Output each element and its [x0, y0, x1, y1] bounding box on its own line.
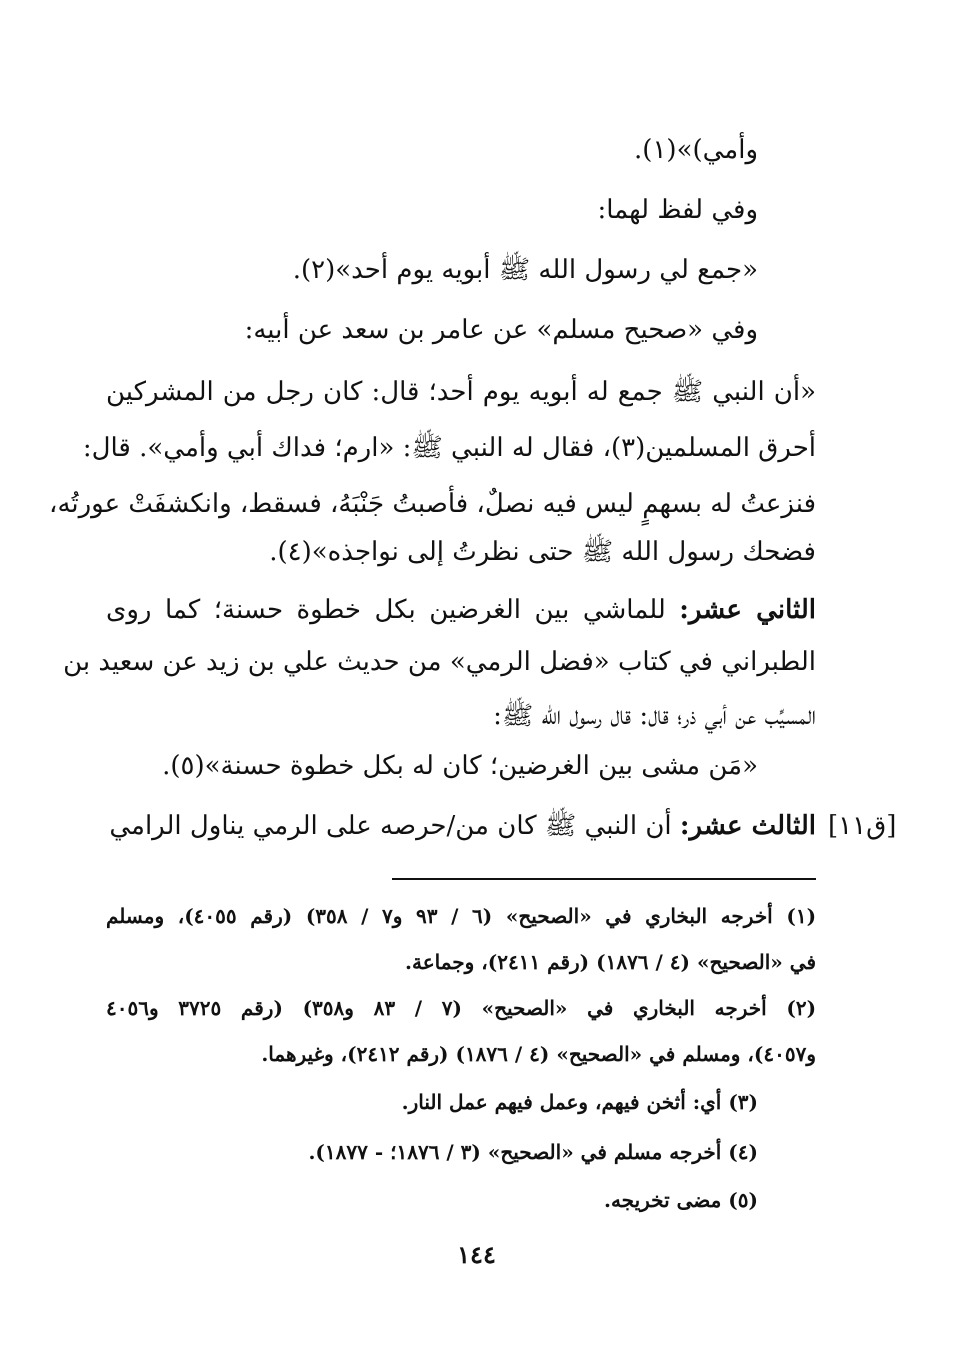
footnote-line-1: (١) أخرجه البخاري في «الصحيح» (٦ / ٩٣ و٧ / ٣٥٨) (رقم ٤٠٥٥)، ومسلم [106, 904, 817, 928]
text-line-9-body: للماشي بين الغرضين بكل خطوة حسنة؛ كما روى [106, 595, 666, 625]
text-line-3: «جمع لي رسول الله ﷺ أبويه يوم أحد»(٢). [292, 255, 758, 285]
text-line-12: «مَن مشى بين الغرضين؛ كان له بكل خطوة حسنة»(٥). [162, 751, 758, 781]
text-line-10: الطبراني في كتاب «فضل الرمي» من حديث علي بن زيد عن سعيد بن [63, 647, 816, 677]
text-line-2: وفي لفظ لهما: [597, 195, 758, 225]
text-line-9 [106, 590, 816, 630]
text-line-6: أحرق المسلمين(٣)، فقال له النبي ﷺ: «ارم؛ فداك أبي وأمي». قال: [82, 433, 816, 463]
text-line-4: وفي «صحيح مسلم» عن عامر بن سعد عن أبيه: [244, 315, 758, 345]
text-line-7: فنزعتُ له بسهمٍ ليس فيه نصلٌ، فأصبتُ جَنْبَهُ، فسقط، وانكشفَتْ عورتُه، [49, 489, 816, 519]
footnote-line-5: (٣) أي: أثخن فيهم، وعمل فيهم عمل النار. [401, 1090, 758, 1114]
page-number: ١٤٤ [457, 1240, 496, 1269]
text-line-13 [106, 806, 816, 846]
footnote-line-6: (٤) أخرجه مسلم في «الصحيح» (٣ / ١٨٧٦؛ - ١٨٧٧). [308, 1140, 758, 1164]
footnote-line-3: (٢) أخرجه البخاري في «الصحيح» (٧ / ٨٣ و٣٥٨) (رقم ٣٧٢٥ و٤٠٥٦ [106, 996, 817, 1020]
text-line-8: فضحك رسول الله ﷺ حتى نظرتُ إلى نواجذه»(٤). [269, 537, 816, 567]
text-line-5: «أن النبي ﷺ جمع له أبويه يوم أحد؛ قال: كان رجل من المشركين [106, 377, 816, 407]
text-line-11: المسيِّب عن أبي ذر؛ قال: قال رسول الله ﷺ: [493, 701, 816, 731]
footnote-line-4: و٤٠٥٧)، ومسلم في «الصحيح» (٤ / ١٨٧٦) (رقم ٢٤١٢)، وغيرهما. [261, 1042, 816, 1066]
footnote-separator [392, 878, 816, 880]
footnote-line-7: (٥) مضى تخريجه. [603, 1188, 758, 1212]
margin-folio-note: [ق١١] [828, 811, 897, 841]
text-line-13-body: أن النبي ﷺ كان من/حرصه على الرمي يناول الرامي [109, 811, 672, 841]
heading-twelfth: الثاني عشر: [679, 595, 817, 625]
footnote-line-2: في «الصحيح» (٤ / ١٨٧٦) (رقم ٢٤١١)، وجماعة. [405, 950, 816, 974]
text-line-1: وأمي)»(١). [634, 135, 758, 165]
heading-thirteenth: الثالث عشر: [679, 811, 816, 841]
